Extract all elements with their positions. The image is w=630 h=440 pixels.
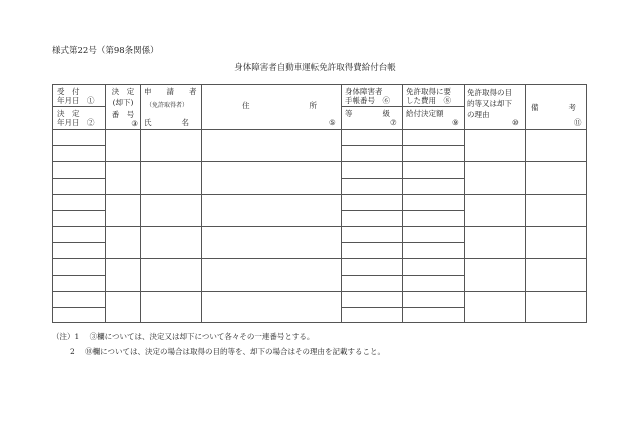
header-benefit-num: ⑨ (452, 118, 459, 127)
table-rule (341, 210, 464, 211)
header-received-date: 受 付 年月日 ① (57, 87, 95, 105)
table-rule (525, 84, 526, 323)
header-remarks-num: ⑪ (574, 118, 582, 127)
table-rule (341, 307, 464, 308)
header-decision-number: 決 定 (却下) 番 号 ③ (111, 87, 138, 128)
header-benefit-amount: 給付決定額 (406, 109, 444, 118)
header-address: 住 所 (242, 101, 317, 110)
table-rule (341, 106, 464, 107)
header-grade: 等 級 (345, 109, 390, 118)
header-remarks: 備 考 (531, 103, 576, 112)
table-rule (341, 178, 464, 179)
table-rule (52, 129, 587, 130)
note-1 (52, 331, 314, 342)
table-rule (341, 145, 464, 146)
header-cost: 免許取得に要 した費用 ⑧ (406, 87, 451, 105)
header-grade-num: ⑦ (390, 118, 397, 127)
table-rule (52, 194, 587, 195)
note-2 (70, 346, 385, 357)
header-purpose-num: ⑩ (512, 118, 519, 127)
table-rule (52, 258, 587, 259)
note-text: ③欄については、決定又は却下について各々その一連番号とする。 (89, 332, 315, 341)
document-title: 身体障害者自動車運転免許取得費給付台帳 (234, 63, 396, 73)
table-rule (402, 84, 403, 323)
header-applicant: 申 請 者 (144, 87, 197, 96)
table-rule (52, 161, 587, 162)
table-rule (52, 210, 105, 211)
note-label: 2 (70, 347, 75, 356)
table-rule (52, 242, 105, 243)
table-rule (52, 84, 587, 85)
table-rule (52, 84, 53, 323)
header-purpose-reason: 免許取得の目 的等又は却下 の理由 (467, 88, 512, 119)
table-rule (52, 275, 105, 276)
note-text: ⑩欄については、決定の場合は取得の目的等を、却下の場合はその理由を記載すること。 (85, 347, 386, 356)
table-rule (140, 84, 141, 323)
ledger-table (52, 84, 587, 323)
note-label: （注）1 (52, 332, 80, 341)
table-rule (52, 307, 105, 308)
header-license-holder: （免許取得者） (146, 102, 189, 109)
table-rule (52, 322, 587, 323)
table-rule (201, 84, 202, 323)
header-address-num: ⑤ (329, 118, 336, 127)
table-rule (52, 291, 587, 292)
table-rule (52, 106, 105, 107)
table-rule (341, 242, 464, 243)
table-rule (341, 84, 342, 323)
table-rule (464, 84, 465, 323)
table-rule (586, 84, 587, 323)
header-handbook-number: 身体障害者 手帳番号 ⑥ (345, 87, 390, 105)
table-rule (52, 178, 105, 179)
table-rule (341, 275, 464, 276)
form-number: 様式第22号（第98条関係） (52, 46, 159, 56)
table-rule (52, 145, 105, 146)
header-name: 氏 名 (144, 118, 189, 127)
header-decision-date: 決 定 年月日 ② (57, 109, 95, 127)
table-rule (52, 226, 587, 227)
table-rule (105, 84, 106, 323)
